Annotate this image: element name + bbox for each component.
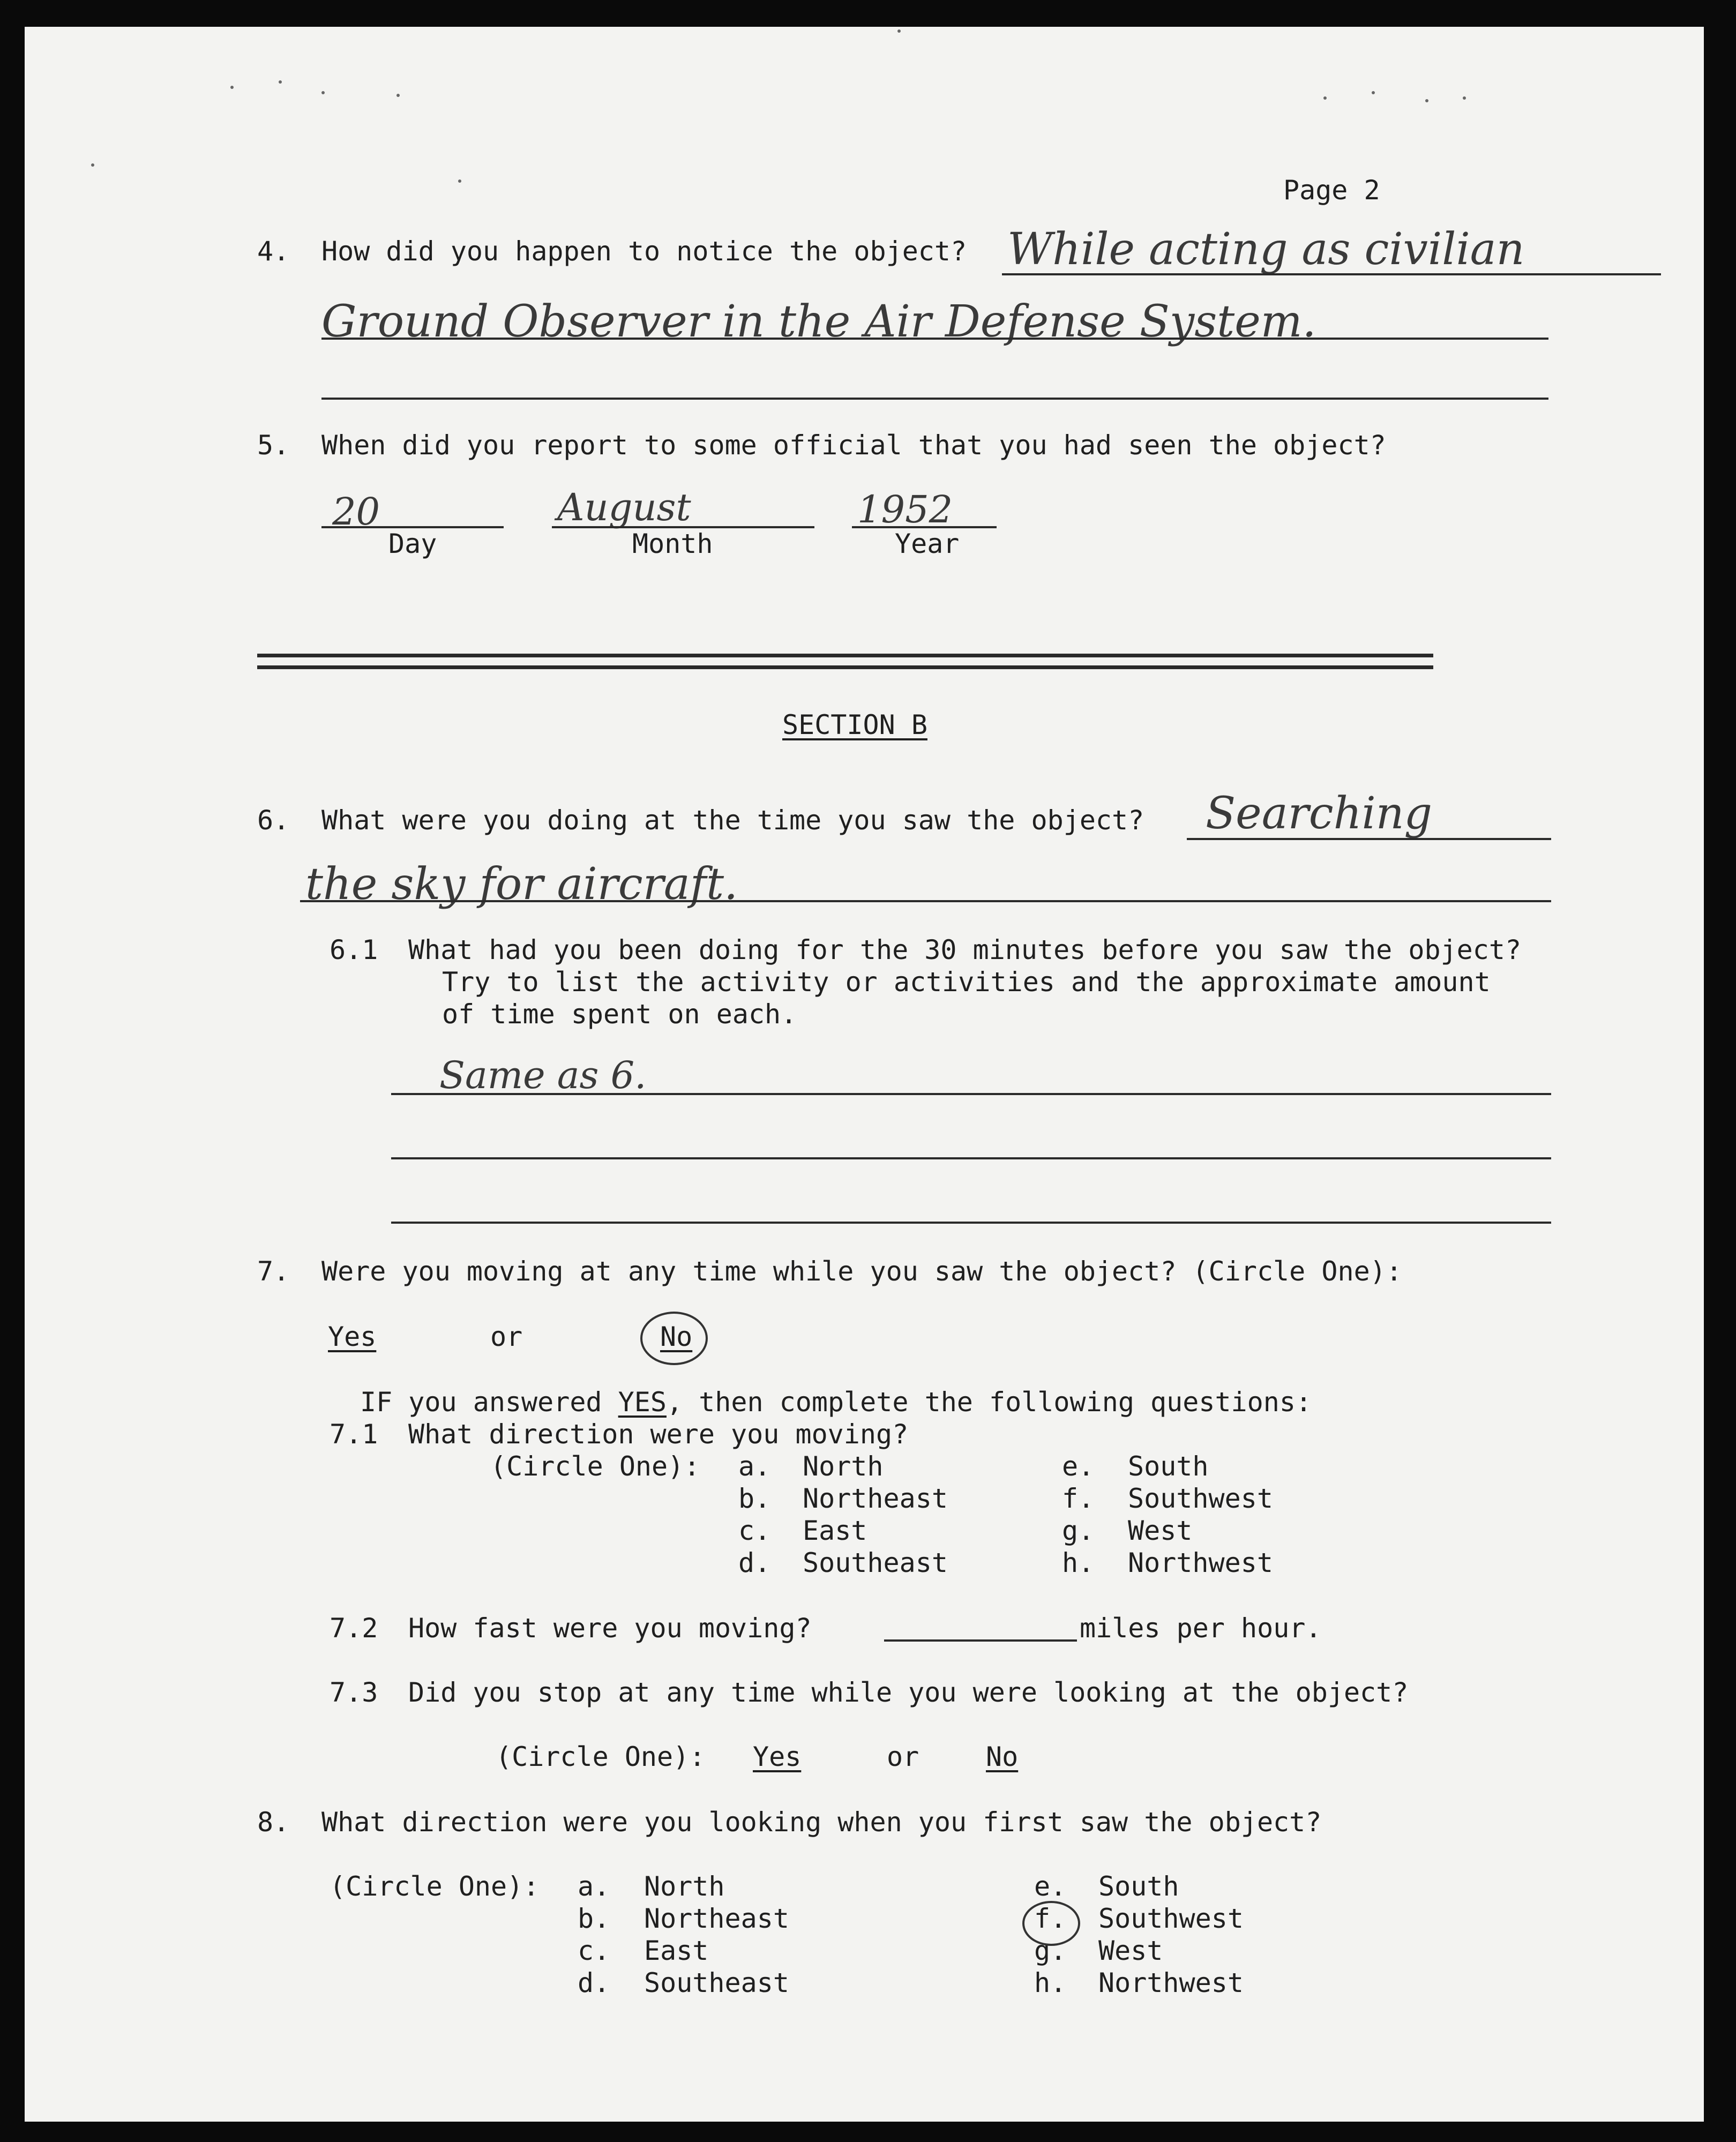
section-divider-bottom bbox=[257, 665, 1433, 669]
q7-1-option-west[interactable]: West bbox=[1128, 1515, 1193, 1546]
q7-if-suffix: , then complete the following questions: bbox=[666, 1387, 1312, 1418]
q7-1-number: 7.1 bbox=[330, 1419, 378, 1450]
speck bbox=[897, 29, 901, 33]
q7-option-no[interactable]: No bbox=[660, 1321, 693, 1352]
q8-option-south[interactable]: South bbox=[1098, 1871, 1179, 1902]
section-b-heading: SECTION B bbox=[782, 709, 927, 740]
q7-3-question: Did you stop at any time while you were looking at the object? bbox=[408, 1677, 1409, 1708]
speck bbox=[321, 91, 325, 94]
speck bbox=[91, 163, 94, 167]
q7-1-option-letter[interactable]: f. bbox=[1062, 1483, 1095, 1514]
q5-day-label: Day bbox=[388, 528, 437, 559]
q6-1-answer-rule bbox=[391, 1093, 1551, 1095]
q8-option-west[interactable]: West bbox=[1098, 1935, 1163, 1966]
q7-1-option-letter[interactable]: g. bbox=[1062, 1515, 1095, 1546]
q8-option-letter[interactable]: f. bbox=[1034, 1903, 1067, 1934]
q4-number: 4. bbox=[257, 236, 290, 267]
q8-option-northeast[interactable]: Northeast bbox=[644, 1903, 789, 1934]
q7-if-prefix: IF you answered bbox=[360, 1387, 618, 1418]
q6-answer-rule-2 bbox=[300, 900, 1551, 902]
q7-1-option-letter[interactable]: d. bbox=[738, 1547, 771, 1578]
border-top bbox=[0, 0, 1736, 27]
q7-1-option-letter[interactable]: a. bbox=[738, 1451, 771, 1482]
q7-number: 7. bbox=[257, 1256, 290, 1287]
q6-1-number: 6.1 bbox=[330, 934, 378, 965]
q7-2-number: 7.2 bbox=[330, 1613, 378, 1644]
q6-answer-line1: Searching bbox=[1206, 788, 1433, 839]
q8-option-east[interactable]: East bbox=[644, 1935, 709, 1966]
q6-question: What were you doing at the time you saw the object? bbox=[321, 805, 1144, 836]
q5-day-value: 20 bbox=[332, 490, 380, 534]
q7-1-option-southeast[interactable]: Southeast bbox=[803, 1547, 948, 1578]
q7-1-option-letter[interactable]: c. bbox=[738, 1515, 771, 1546]
speck bbox=[458, 179, 461, 183]
q7-1-option-north[interactable]: North bbox=[803, 1451, 884, 1482]
q8-option-southwest[interactable]: Southwest bbox=[1098, 1903, 1244, 1934]
q5-year-value: 1952 bbox=[857, 488, 953, 531]
q4-answer-rule-2 bbox=[321, 338, 1548, 340]
q7-3-circle-label: (Circle One): bbox=[496, 1741, 706, 1772]
q7-1-question: What direction were you moving? bbox=[408, 1419, 909, 1450]
q8-option-letter[interactable]: c. bbox=[578, 1935, 610, 1966]
q4-answer-rule-3 bbox=[321, 398, 1548, 400]
q8-option-letter[interactable]: d. bbox=[578, 1967, 610, 1998]
q6-1-answer-rule-2 bbox=[391, 1157, 1551, 1159]
speck bbox=[1463, 96, 1466, 100]
q6-1-question-line1: What had you been doing for the 30 minutes before you saw the object? bbox=[408, 934, 1522, 965]
q8-circle-label: (Circle One): bbox=[330, 1871, 540, 1902]
q4-answer-line1: While acting as civilian bbox=[1007, 224, 1525, 275]
q6-1-question-line3: of time spent on each. bbox=[442, 999, 797, 1030]
q6-answer-rule bbox=[1187, 838, 1551, 840]
q7-selected-circle bbox=[640, 1312, 708, 1365]
q5-year-label: Year bbox=[895, 528, 960, 559]
q7-1-option-south[interactable]: South bbox=[1128, 1451, 1209, 1482]
q7-question: Were you moving at any time while you saw the object? (Circle One): bbox=[321, 1256, 1402, 1287]
q7-1-option-letter[interactable]: h. bbox=[1062, 1547, 1095, 1578]
q6-1-question-line2: Try to list the activity or activities and the approximate amount bbox=[442, 967, 1491, 998]
q6-number: 6. bbox=[257, 805, 290, 836]
speck bbox=[396, 94, 400, 97]
q8-option-northwest[interactable]: Northwest bbox=[1098, 1967, 1244, 1998]
q8-option-letter[interactable]: a. bbox=[578, 1871, 610, 1902]
q6-1-answer-rule-3 bbox=[391, 1222, 1551, 1224]
q7-option-yes[interactable]: Yes bbox=[328, 1321, 377, 1352]
q7-3-or: or bbox=[887, 1741, 919, 1772]
speck bbox=[230, 86, 234, 89]
speck bbox=[1323, 96, 1327, 100]
q7-3-option-yes[interactable]: Yes bbox=[753, 1741, 802, 1772]
border-left bbox=[0, 0, 25, 2142]
q6-answer-line2: the sky for aircraft. bbox=[305, 859, 738, 910]
q8-option-southeast[interactable]: Southeast bbox=[644, 1967, 789, 1998]
q7-2-speed-blank[interactable] bbox=[884, 1639, 1077, 1642]
q8-option-letter[interactable]: g. bbox=[1034, 1935, 1067, 1966]
q7-2-unit: miles per hour. bbox=[1080, 1613, 1322, 1644]
q7-1-option-northeast[interactable]: Northeast bbox=[803, 1483, 948, 1514]
q7-or: or bbox=[490, 1321, 523, 1352]
q8-selected-circle bbox=[1022, 1901, 1080, 1946]
q8-option-north[interactable]: North bbox=[644, 1871, 725, 1902]
q7-1-option-letter[interactable]: b. bbox=[738, 1483, 771, 1514]
page-number: Page 2 bbox=[1283, 175, 1380, 206]
q5-question: When did you report to some official that you had seen the object? bbox=[321, 430, 1386, 461]
q7-2-question: How fast were you moving? bbox=[408, 1613, 812, 1644]
q7-3-number: 7.3 bbox=[330, 1677, 378, 1708]
q8-option-letter[interactable]: b. bbox=[578, 1903, 610, 1934]
q5-month-label: Month bbox=[632, 528, 713, 559]
speck bbox=[1372, 91, 1375, 94]
q7-1-option-southwest[interactable]: Southwest bbox=[1128, 1483, 1273, 1514]
q8-option-letter[interactable]: e. bbox=[1034, 1871, 1067, 1902]
q4-question: How did you happen to notice the object? bbox=[321, 236, 967, 267]
q7-1-option-letter[interactable]: e. bbox=[1062, 1451, 1095, 1482]
section-divider-top bbox=[257, 654, 1433, 657]
q4-answer-rule bbox=[1002, 273, 1661, 275]
border-bottom bbox=[0, 2122, 1736, 2142]
border-right bbox=[1704, 0, 1736, 2142]
q8-question: What direction were you looking when you first saw the object? bbox=[321, 1807, 1322, 1838]
q4-answer-line2: Ground Observer in the Air Defense System. bbox=[321, 296, 1316, 347]
q6-1-answer: Same as 6. bbox=[439, 1053, 647, 1097]
q7-1-option-east[interactable]: East bbox=[803, 1515, 867, 1546]
q7-1-circle-label: (Circle One): bbox=[490, 1451, 700, 1482]
speck bbox=[1425, 99, 1428, 102]
q5-number: 5. bbox=[257, 430, 290, 461]
q7-3-option-no[interactable]: No bbox=[986, 1741, 1019, 1772]
q5-month-value: August bbox=[557, 485, 691, 529]
q7-1-option-northwest[interactable]: Northwest bbox=[1128, 1547, 1273, 1578]
q7-if-instruction bbox=[360, 1387, 1312, 1418]
q8-option-letter[interactable]: h. bbox=[1034, 1967, 1067, 1998]
speck bbox=[279, 80, 282, 84]
q7-if-yes: YES bbox=[618, 1387, 667, 1418]
q8-number: 8. bbox=[257, 1807, 290, 1838]
